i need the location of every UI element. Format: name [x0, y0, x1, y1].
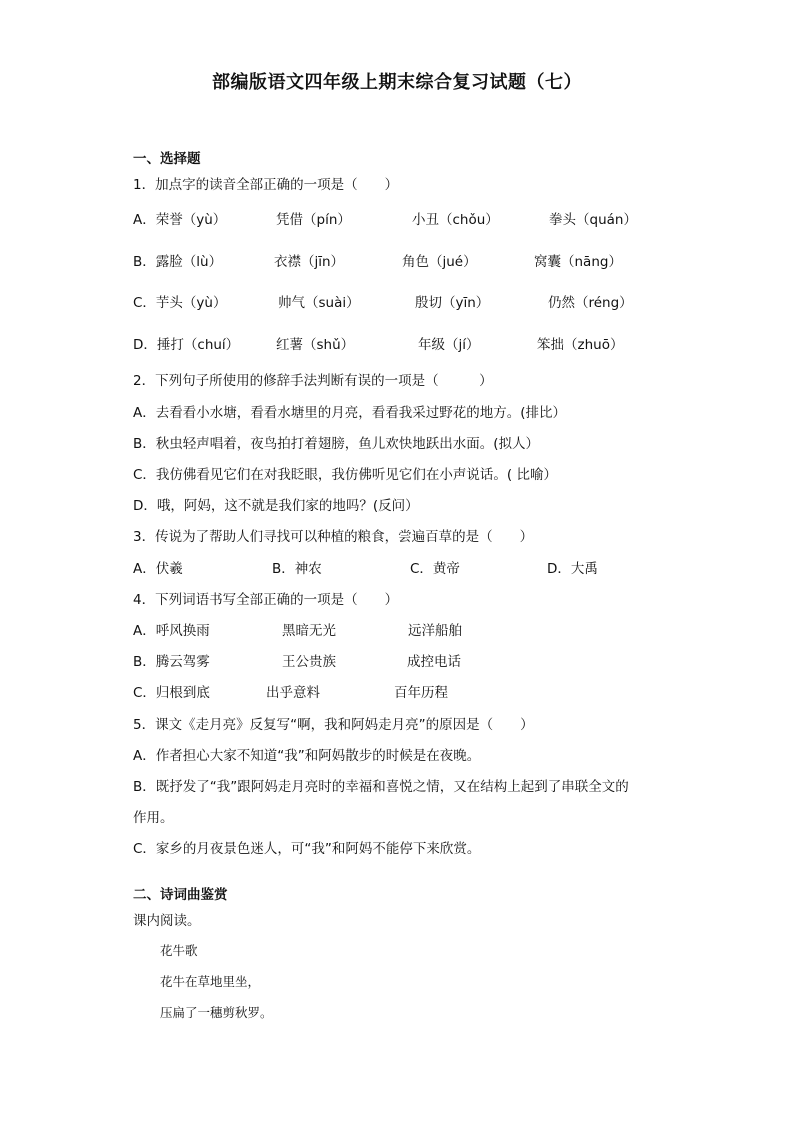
question-1-stem: 1．加点字的读音全部正确的一项是（ ）	[133, 177, 399, 193]
q4-option-a-word1: A．呼风换雨	[133, 623, 210, 639]
question-2-stem: 2．下列句子所使用的修辞手法判断有误的一项是（ ）	[133, 373, 493, 389]
q4-option-c-word2: 出乎意料	[266, 685, 320, 701]
q5-option-a: A．作者担心大家不知道“我”和阿妈散步的时候是在夜晚。	[133, 748, 481, 764]
section-heading-choice: 一、选择题	[133, 151, 201, 167]
poem-line-1: 花牛在草地里坐，	[160, 974, 261, 989]
q5-option-c: C．家乡的月夜景色迷人，可“我”和阿妈不能停下来欣赏。	[133, 841, 481, 857]
q3-option-c: C．黄帝	[410, 561, 460, 577]
q4-option-a-word2: 黑暗无光	[282, 623, 336, 639]
q4-option-b-word2: 王公贵族	[282, 654, 336, 670]
q2-option-c: C．我仿佛看见它们在对我眨眼，我仿佛听见它们在小声说话。( 比喻）	[133, 467, 557, 483]
q1-option-a-word3: 小丑（chǒu）	[412, 212, 499, 228]
q1-option-a-word1: A．荣誉（yù）	[133, 212, 227, 228]
q4-option-b-word1: B．腾云驾雾	[133, 654, 210, 670]
q1-option-d-word2: 红薯（shǔ）	[276, 337, 355, 353]
q2-option-d: D．哦，阿妈，这不就是我们家的地吗？(反问）	[133, 498, 419, 514]
q1-option-b-word1: B．露脸（lù）	[133, 254, 223, 270]
q1-option-d-word1: D．捶打（chuí）	[133, 337, 240, 353]
q1-option-d-word4: 笨拙（zhuō）	[537, 337, 624, 353]
q2-option-b: B．秋虫轻声唱着，夜鸟拍打着翅膀，鱼儿欢快地跃出水面。(拟人）	[133, 436, 540, 452]
q1-option-b-word4: 窝囊（nāng）	[534, 254, 622, 270]
q3-option-a: A．伏羲	[133, 561, 183, 577]
q1-option-a-word4: 拳头（quán）	[549, 212, 637, 228]
poetry-intro: 课内阅读。	[133, 913, 201, 929]
q4-option-c-word1: C．归根到底	[133, 685, 210, 701]
q4-option-b-word3: 成控电话	[407, 654, 461, 670]
q1-option-c-word3: 殷切（yīn）	[415, 295, 490, 311]
q3-option-b: B．神农	[272, 561, 322, 577]
question-4-stem: 4．下列词语书写全部正确的一项是（ ）	[133, 592, 399, 608]
poem-title: 花牛歌	[160, 943, 198, 958]
q1-option-c-word1: C．芋头（yù）	[133, 295, 227, 311]
q1-option-c-word4: 仍然（réng）	[548, 295, 633, 311]
q4-option-a-word3: 远洋船舶	[408, 623, 462, 639]
q4-option-c-word3: 百年历程	[394, 685, 448, 701]
q1-option-b-word2: 衣襟（jīn）	[274, 254, 345, 270]
question-3-stem: 3．传说为了帮助人们寻找可以种植的粮食，尝遍百草的是（ ）	[133, 529, 534, 545]
q1-option-c-word2: 帅气（suài）	[278, 295, 360, 311]
q1-option-d-word3: 年级（jí）	[418, 337, 480, 353]
section-heading-poetry: 二、诗词曲鉴赏	[133, 887, 228, 903]
q3-option-d: D．大禹	[547, 561, 598, 577]
q1-option-b-word3: 角色（jué）	[402, 254, 477, 270]
question-5-stem: 5．课文《走月亮》反复写“啊，我和阿妈走月亮”的原因是（ ）	[133, 717, 534, 733]
q5-option-b: B．既抒发了“我”跟阿妈走月亮时的幸福和喜悦之情，又在结构上起到了串联全文的	[133, 779, 629, 795]
q5-option-b-continued: 作用。	[133, 810, 174, 826]
document-title: 部编版语文四年级上期末综合复习试题（七）	[212, 72, 582, 93]
poem-line-2: 压扁了一穗剪秋罗。	[160, 1005, 273, 1020]
q2-option-a: A．去看看小水塘，看看水塘里的月亮，看看我采过野花的地方。(排比）	[133, 405, 567, 421]
q1-option-a-word2: 凭借（pín）	[276, 212, 351, 228]
